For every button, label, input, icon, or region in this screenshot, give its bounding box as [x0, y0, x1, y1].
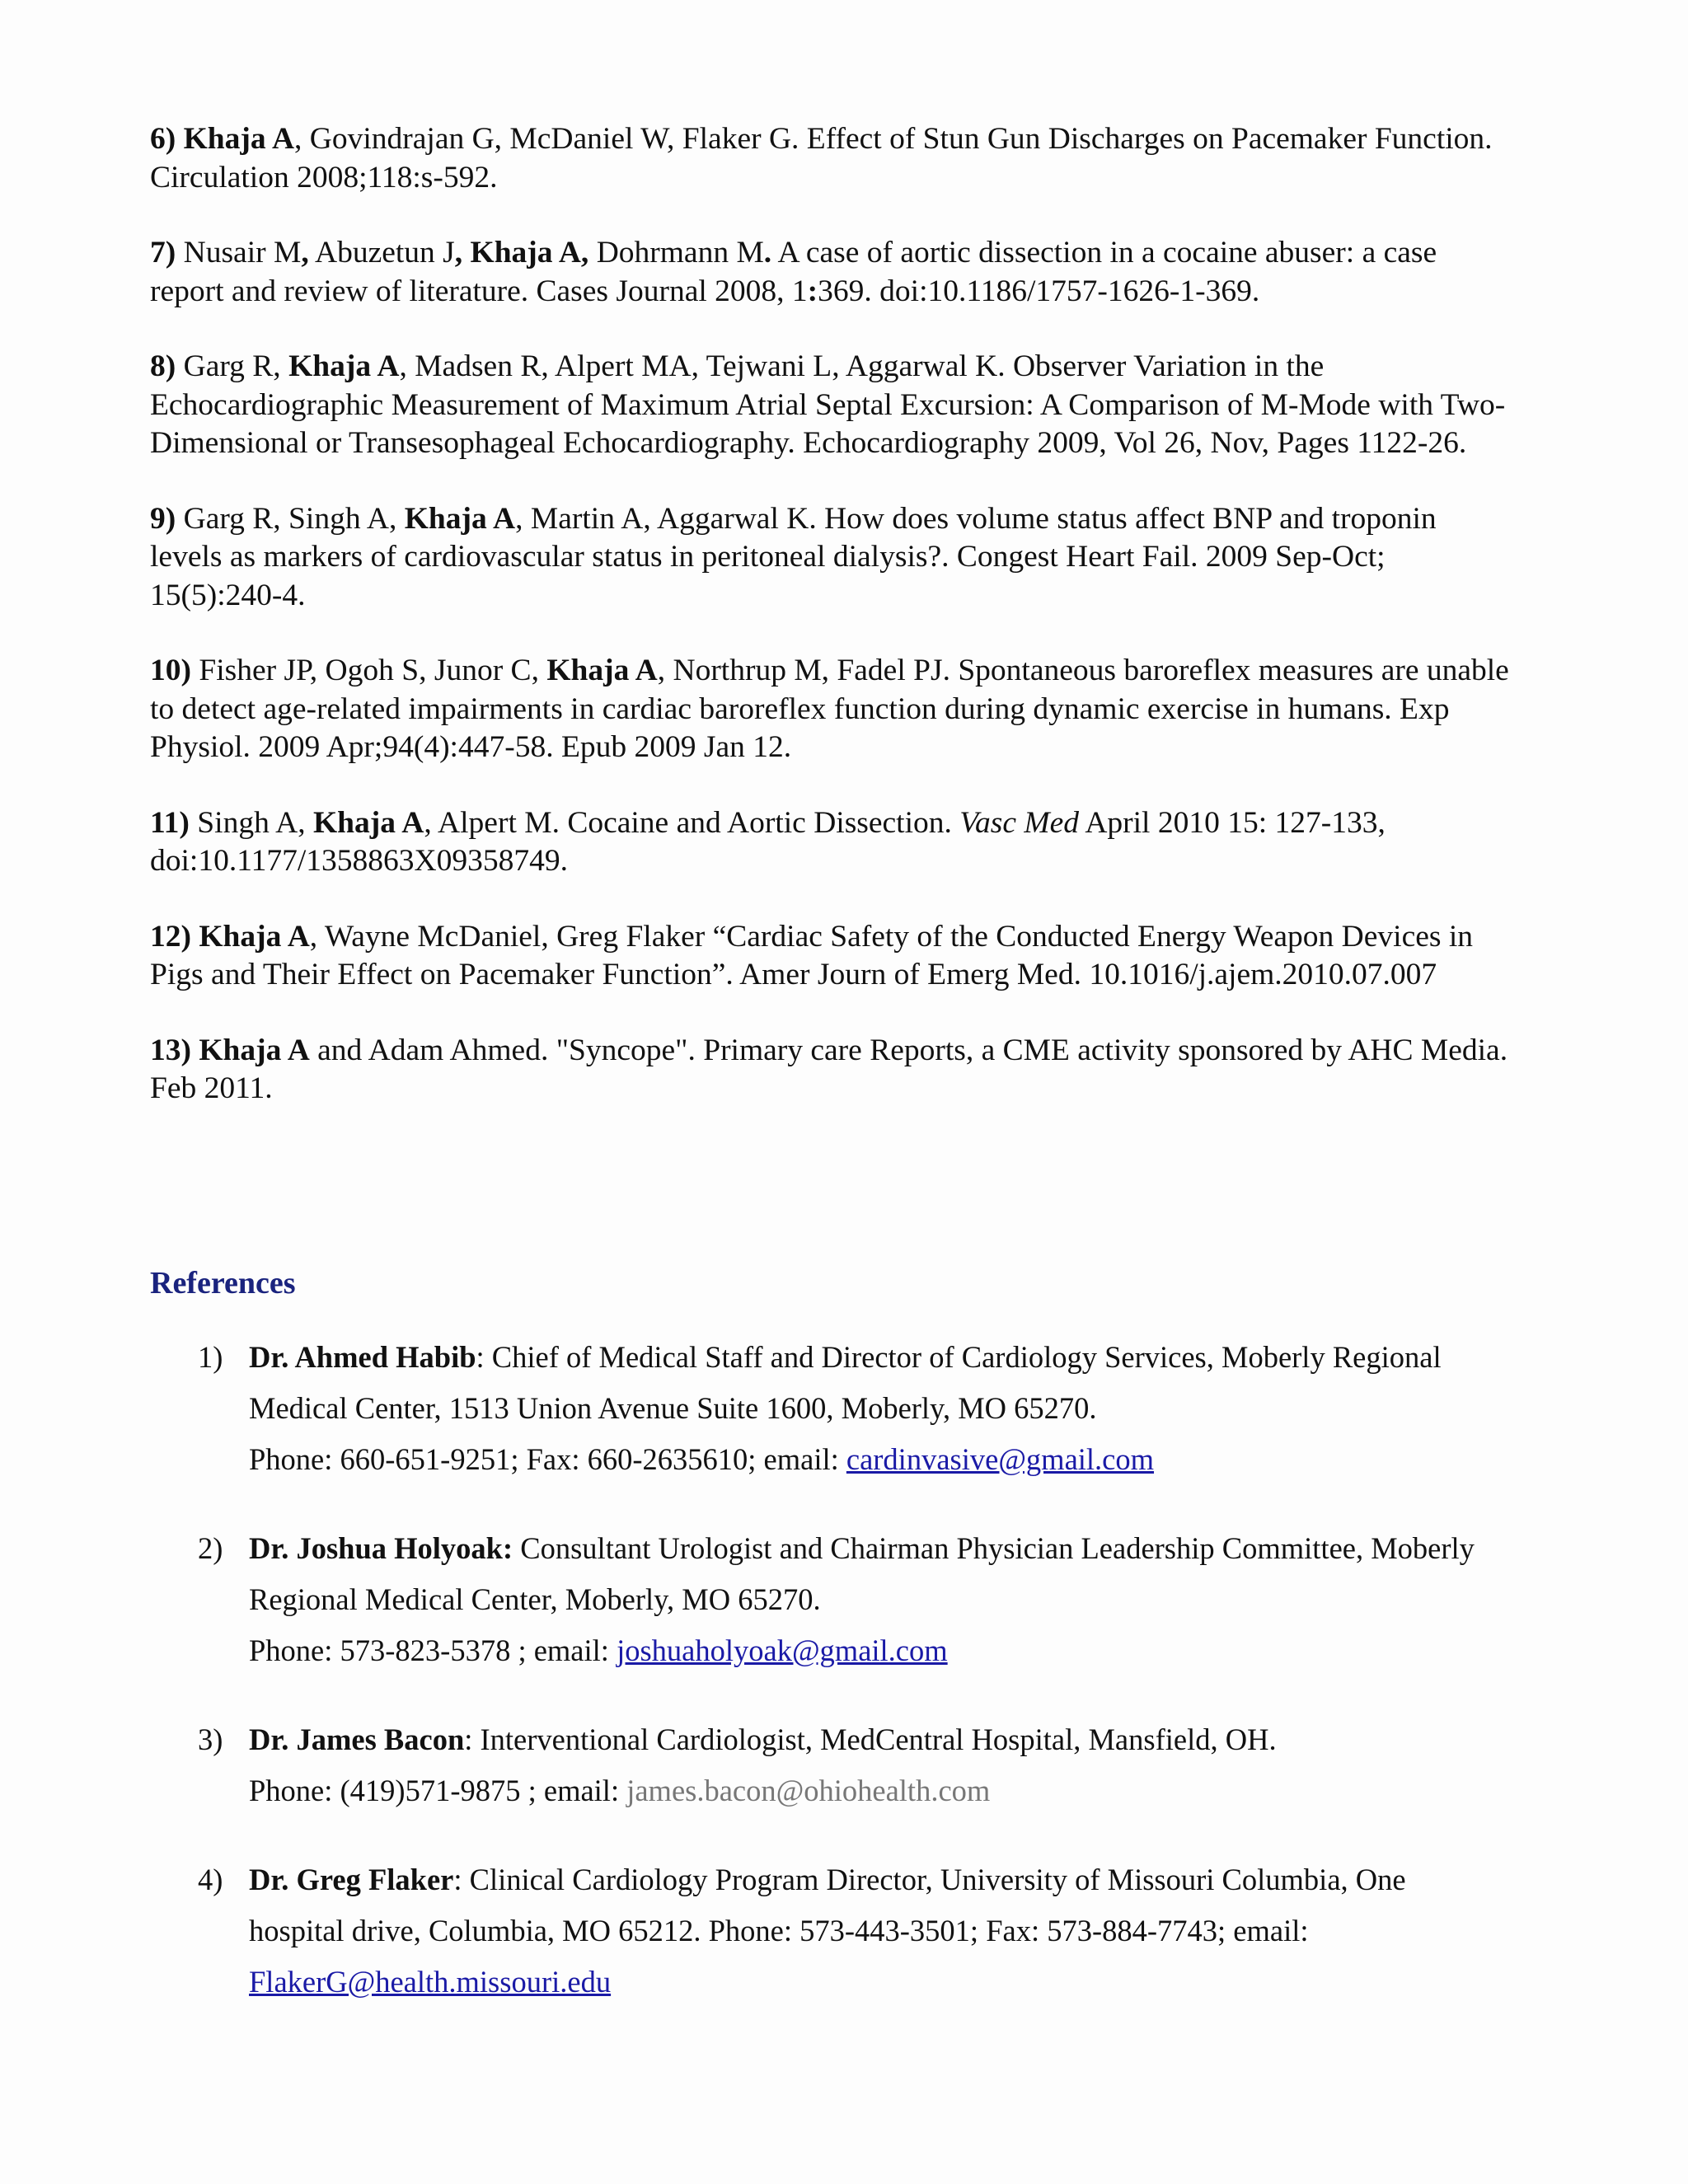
pub-number: 13) [150, 1033, 191, 1067]
pub-text: , Martin A, Aggarwal K. How does volume status affect BNP and troponin levels as markers of cardiovascular status in peritoneal dialysis?. Congest Heart Fail. 2009 Sep-Oct; 15(5):240-4. [150, 501, 1437, 612]
pub-author-highlight: Khaja A [546, 654, 658, 687]
pub-text: , Govindrajan G, McDaniel W, Flaker G. Effect of Stun Gun Discharges on Pacemaker Function. Circulation 2008;118:s-592. [150, 122, 1493, 194]
pub-number: 11) [150, 805, 190, 840]
reference-text: Medical Center, 1513 Union Avenue Suite 1600, Moberly, MO 65270. [249, 1391, 1097, 1425]
pub-author-highlight: Khaja A [312, 805, 424, 840]
reference-text: Consultant Urologist and Chairman Physician Leadership Committee, Moberly [513, 1531, 1475, 1565]
pub-number: 8) [150, 349, 176, 383]
publication-9 [150, 500, 1510, 616]
pub-text: , [454, 236, 463, 269]
reference-text: Regional Medical Center, Moberly, MO 65270. [249, 1582, 821, 1616]
reference-text: : Clinical Cardiology Program Director, University of Missouri Columbia, One [453, 1863, 1406, 1896]
reference-name: Dr. Ahmed Habib [249, 1340, 476, 1374]
pub-journal: Vasc Med [959, 805, 1080, 840]
reference-number: 2) [198, 1531, 223, 1565]
pub-text: Fisher JP, Ogoh S, Junor C, [191, 654, 547, 687]
reference-name: Dr. Joshua Holyoak: [249, 1531, 513, 1565]
pub-text: , Wayne McDaniel, Greg Flaker “Cardiac Safety of the Conducted Energy Weapon Devices in Pigs and Their Effect on Pacemaker Function”. Amer Journ of Emerg Med. 10.1016/j.ajem.2010.07.007 [150, 919, 1473, 991]
pub-text: . [763, 236, 772, 269]
reference-item [150, 1854, 1518, 2008]
pub-text: , Northrup M, Fadel PJ. Spontaneous baroreflex measures are unable to detect age-related impairments in cardiac baroreflex function during dynamic exercise in humans. Exp Physiol. 2009 Apr;94(4):447-58. Epub 2009 Jan 12. [150, 654, 1509, 764]
publication-11 [150, 804, 1510, 881]
pub-text: : [807, 274, 818, 308]
reference-number: 1) [198, 1340, 223, 1374]
pub-text: Dohrmann M [588, 236, 764, 269]
reference-email: james.bacon@ohiohealth.com [626, 1774, 991, 1807]
reference-name: Dr. James Bacon [249, 1722, 465, 1756]
reference-number: 3) [198, 1722, 223, 1756]
pub-author-highlight: Khaja A [191, 1033, 310, 1067]
reference-email-link[interactable]: cardinvasive@gmail.com [846, 1442, 1155, 1476]
reference-text: Phone: (419)571-9875 ; email: [249, 1774, 627, 1807]
publication-12 [150, 918, 1510, 995]
pub-number: 6) [150, 122, 176, 156]
references-heading: References [150, 1266, 296, 1301]
reference-item [150, 1714, 1518, 1816]
pub-author-highlight: Khaja A [404, 501, 516, 536]
pub-text: 369. doi:10.1186/1757-1626-1-369. [818, 274, 1260, 308]
reference-text: Phone: 660-651-9251; Fax: 660-2635610; email: [249, 1442, 846, 1476]
pub-number: 10) [150, 654, 191, 687]
reference-text: : Chief of Medical Staff and Director of Cardiology Services, Moberly Regional [476, 1340, 1442, 1374]
reference-text: Phone: 573-823-5378 ; email: [249, 1633, 617, 1667]
reference-name: Dr. Greg Flaker [249, 1863, 454, 1896]
publication-list [150, 120, 1510, 1146]
pub-text: A case of aortic dissection in a cocaine abuser: a case report and review of literature. Cases Journal 2008, 1 [150, 236, 1437, 308]
pub-text: , [301, 236, 309, 269]
pub-text: , Madsen R, Alpert MA, Tejwani L, Aggarwal K. Observer Variation in the Echocardiographic Measurement of Maximum Atrial Septal Excursion: A Comparison of M-Mode with Two-Dimensional or Transesophageal Echocardiography. Echocardiography 2009, Vol 26, Nov, Pages 1122-26. [150, 349, 1506, 460]
reference-item [150, 1523, 1518, 1676]
pub-text: Garg R, [176, 349, 289, 383]
reference-number: 4) [198, 1863, 223, 1896]
reference-email-link[interactable]: FlakerG@health.missouri.edu [249, 1965, 612, 1999]
pub-text: Singh A, [189, 805, 313, 840]
reference-text: : Interventional Cardiologist, MedCentral Hospital, Mansfield, OH. [464, 1722, 1277, 1756]
reference-item [150, 1332, 1518, 1485]
pub-text: April 2010 15: 127-133, doi:10.1177/1358863X09358749. [150, 805, 1386, 878]
pub-author-highlight: Khaja A [288, 349, 400, 383]
publication-7 [150, 234, 1510, 311]
pub-author-highlight: Khaja A [191, 919, 310, 954]
publication-10 [150, 652, 1510, 767]
pub-number: 7) [150, 236, 176, 269]
reference-text: hospital drive, Columbia, MO 65212. Phone: 573-443-3501; Fax: 573-884-7743; email: [249, 1914, 1309, 1947]
references-list [150, 1332, 1518, 2046]
reference-email-link[interactable]: joshuaholyoak@gmail.com [617, 1633, 948, 1667]
pub-author-highlight: Khaja A, [462, 236, 589, 269]
pub-text: , Alpert M. Cocaine and Aortic Dissection. [424, 805, 960, 840]
pub-number: 12) [150, 919, 191, 954]
pub-text: Nusair M [176, 236, 302, 269]
publication-6 [150, 120, 1510, 197]
pub-text: and Adam Ahmed. "Syncope". Primary care Reports, a CME activity sponsored by AHC Media. Feb 2011. [150, 1033, 1508, 1105]
pub-author-highlight: Khaja A [183, 122, 295, 156]
publication-13 [150, 1032, 1510, 1108]
pub-number: 9) [150, 501, 176, 536]
pub-text: Garg R, Singh A, [176, 501, 405, 536]
publication-8 [150, 348, 1510, 463]
pub-text: Abuzetun J [308, 236, 455, 269]
